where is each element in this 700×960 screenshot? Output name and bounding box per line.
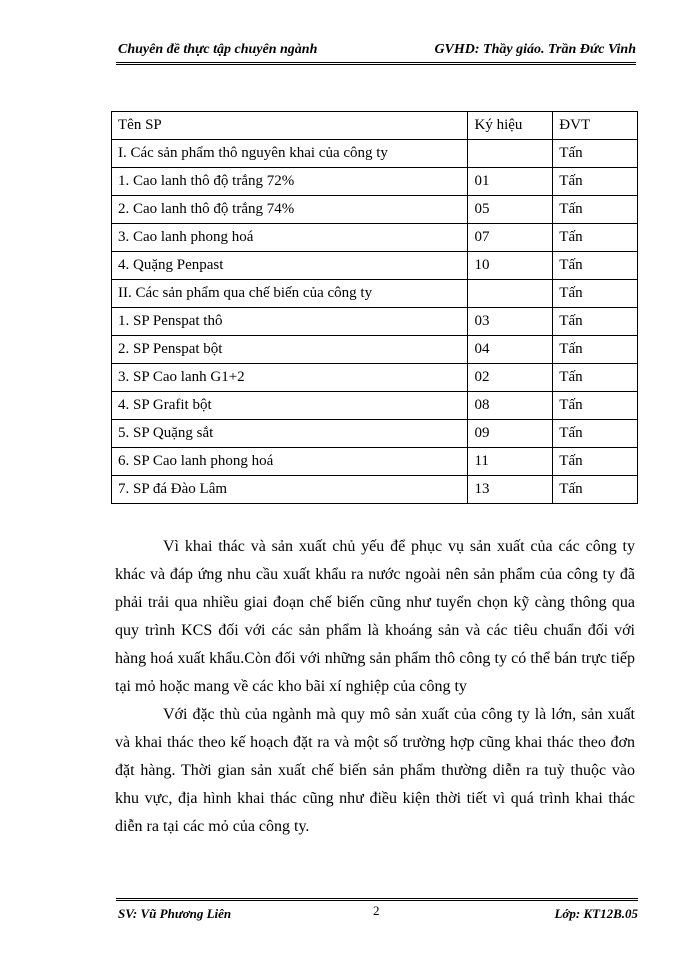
cell-product-name: 4. Quặng Penpast: [112, 252, 468, 280]
cell-unit: Tấn: [553, 476, 638, 504]
cell-code: 13: [468, 476, 553, 504]
page-footer: [116, 898, 638, 927]
header-supervisor: GVHD: Thầy giáo. Trần Đức Vinh: [434, 42, 636, 57]
table-row: [112, 140, 638, 168]
table-row: [112, 224, 638, 252]
cell-product-name: 2. Cao lanh thô độ trắng 74%: [112, 196, 468, 224]
page-header: [116, 40, 636, 65]
cell-code: 09: [468, 420, 553, 448]
paragraph: Vì khai thác và sản xuất chủ yếu để phục vụ sản xuất của các công ty khác và đáp ứng nhu cầu xuất khẩu ra nước ngoài nên sản phẩm của công ty đã phải trải qua nhiều giai đoạn chế biến cũng như tuyển chọn kỹ càng thông qua quy trình KCS đối với các sản phẩm là khoáng sản và các tiêu chuẩn đối với hàng hoá xuất khẩu.Còn đối với những sản phẩm thô công ty có thể bán trực tiếp tại mỏ hoặc mang về các kho bãi xí nghiệp của công ty: [115, 538, 635, 695]
cell-unit: Tấn: [553, 224, 638, 252]
cell-unit: Tấn: [553, 252, 638, 280]
footer-student: SV: Vũ Phương Liên: [118, 906, 232, 921]
cell-product-name: 5. SP Quặng sắt: [112, 420, 468, 448]
cell-product-name: II. Các sản phẩm qua chế biến của công ty: [112, 280, 468, 308]
cell-unit: Tấn: [553, 196, 638, 224]
cell-code: 03: [468, 308, 553, 336]
table-row: [112, 476, 638, 504]
cell-code: [468, 280, 553, 308]
cell-unit: Tấn: [553, 392, 638, 420]
product-table: [111, 111, 638, 504]
cell-code: 01: [468, 168, 553, 196]
cell-code: [468, 140, 553, 168]
table-row: [112, 448, 638, 476]
table-row: [112, 252, 638, 280]
footer-class: Lớp: KT12B.05: [554, 906, 638, 921]
cell-code: 11: [468, 448, 553, 476]
table-row: [112, 392, 638, 420]
cell-code: 07: [468, 224, 553, 252]
paragraph: Với đặc thù của ngành mà quy mô sản xuất của công ty là lớn, sản xuất và khai thác theo kế hoạch đặt ra và một số trường hợp cũng khai thác theo đơn đặt hàng. Thời gian sản xuất chế biến sản phẩm thường diễn ra tuỳ thuộc vào khu vực, địa hình khai thác cũng như điều kiện thời tiết vì quá trình khai thác diễn ra tại các mỏ của công ty.: [115, 706, 635, 835]
product-table-body: [112, 112, 638, 504]
header-unit: ĐVT: [553, 112, 638, 140]
cell-code: 04: [468, 336, 553, 364]
header-product-name: Tên SP: [112, 112, 468, 140]
cell-product-name: 4. SP Grafit bột: [112, 392, 468, 420]
cell-unit: Tấn: [553, 280, 638, 308]
cell-unit: Tấn: [553, 364, 638, 392]
cell-product-name: 6. SP Cao lanh phong hoá: [112, 448, 468, 476]
cell-code: 10: [468, 252, 553, 280]
table-row: [112, 280, 638, 308]
cell-unit: Tấn: [553, 140, 638, 168]
table-row: [112, 168, 638, 196]
cell-product-name: 3. SP Cao lanh G1+2: [112, 364, 468, 392]
cell-unit: Tấn: [553, 336, 638, 364]
cell-product-name: I. Các sản phẩm thô nguyên khai của công ty: [112, 140, 468, 168]
cell-product-name: 2. SP Penspat bột: [112, 336, 468, 364]
cell-code: 05: [468, 196, 553, 224]
table-row: [112, 336, 638, 364]
header-topic: Chuyên đề thực tập chuyên ngành: [118, 42, 318, 57]
cell-product-name: 1. SP Penspat thô: [112, 308, 468, 336]
cell-unit: Tấn: [553, 448, 638, 476]
body-text: [115, 533, 635, 841]
cell-unit: Tấn: [553, 420, 638, 448]
cell-code: 02: [468, 364, 553, 392]
cell-product-name: 3. Cao lanh phong hoá: [112, 224, 468, 252]
table-row: [112, 364, 638, 392]
cell-unit: Tấn: [553, 168, 638, 196]
table-row: [112, 196, 638, 224]
table-row: [112, 420, 638, 448]
table-row: [112, 308, 638, 336]
cell-code: 08: [468, 392, 553, 420]
header-code: Ký hiệu: [468, 112, 553, 140]
table-header-row: [112, 112, 638, 140]
cell-unit: Tấn: [553, 308, 638, 336]
cell-product-name: 7. SP đá Đào Lâm: [112, 476, 468, 504]
page-number: 2: [373, 903, 380, 918]
cell-product-name: 1. Cao lanh thô độ trắng 72%: [112, 168, 468, 196]
